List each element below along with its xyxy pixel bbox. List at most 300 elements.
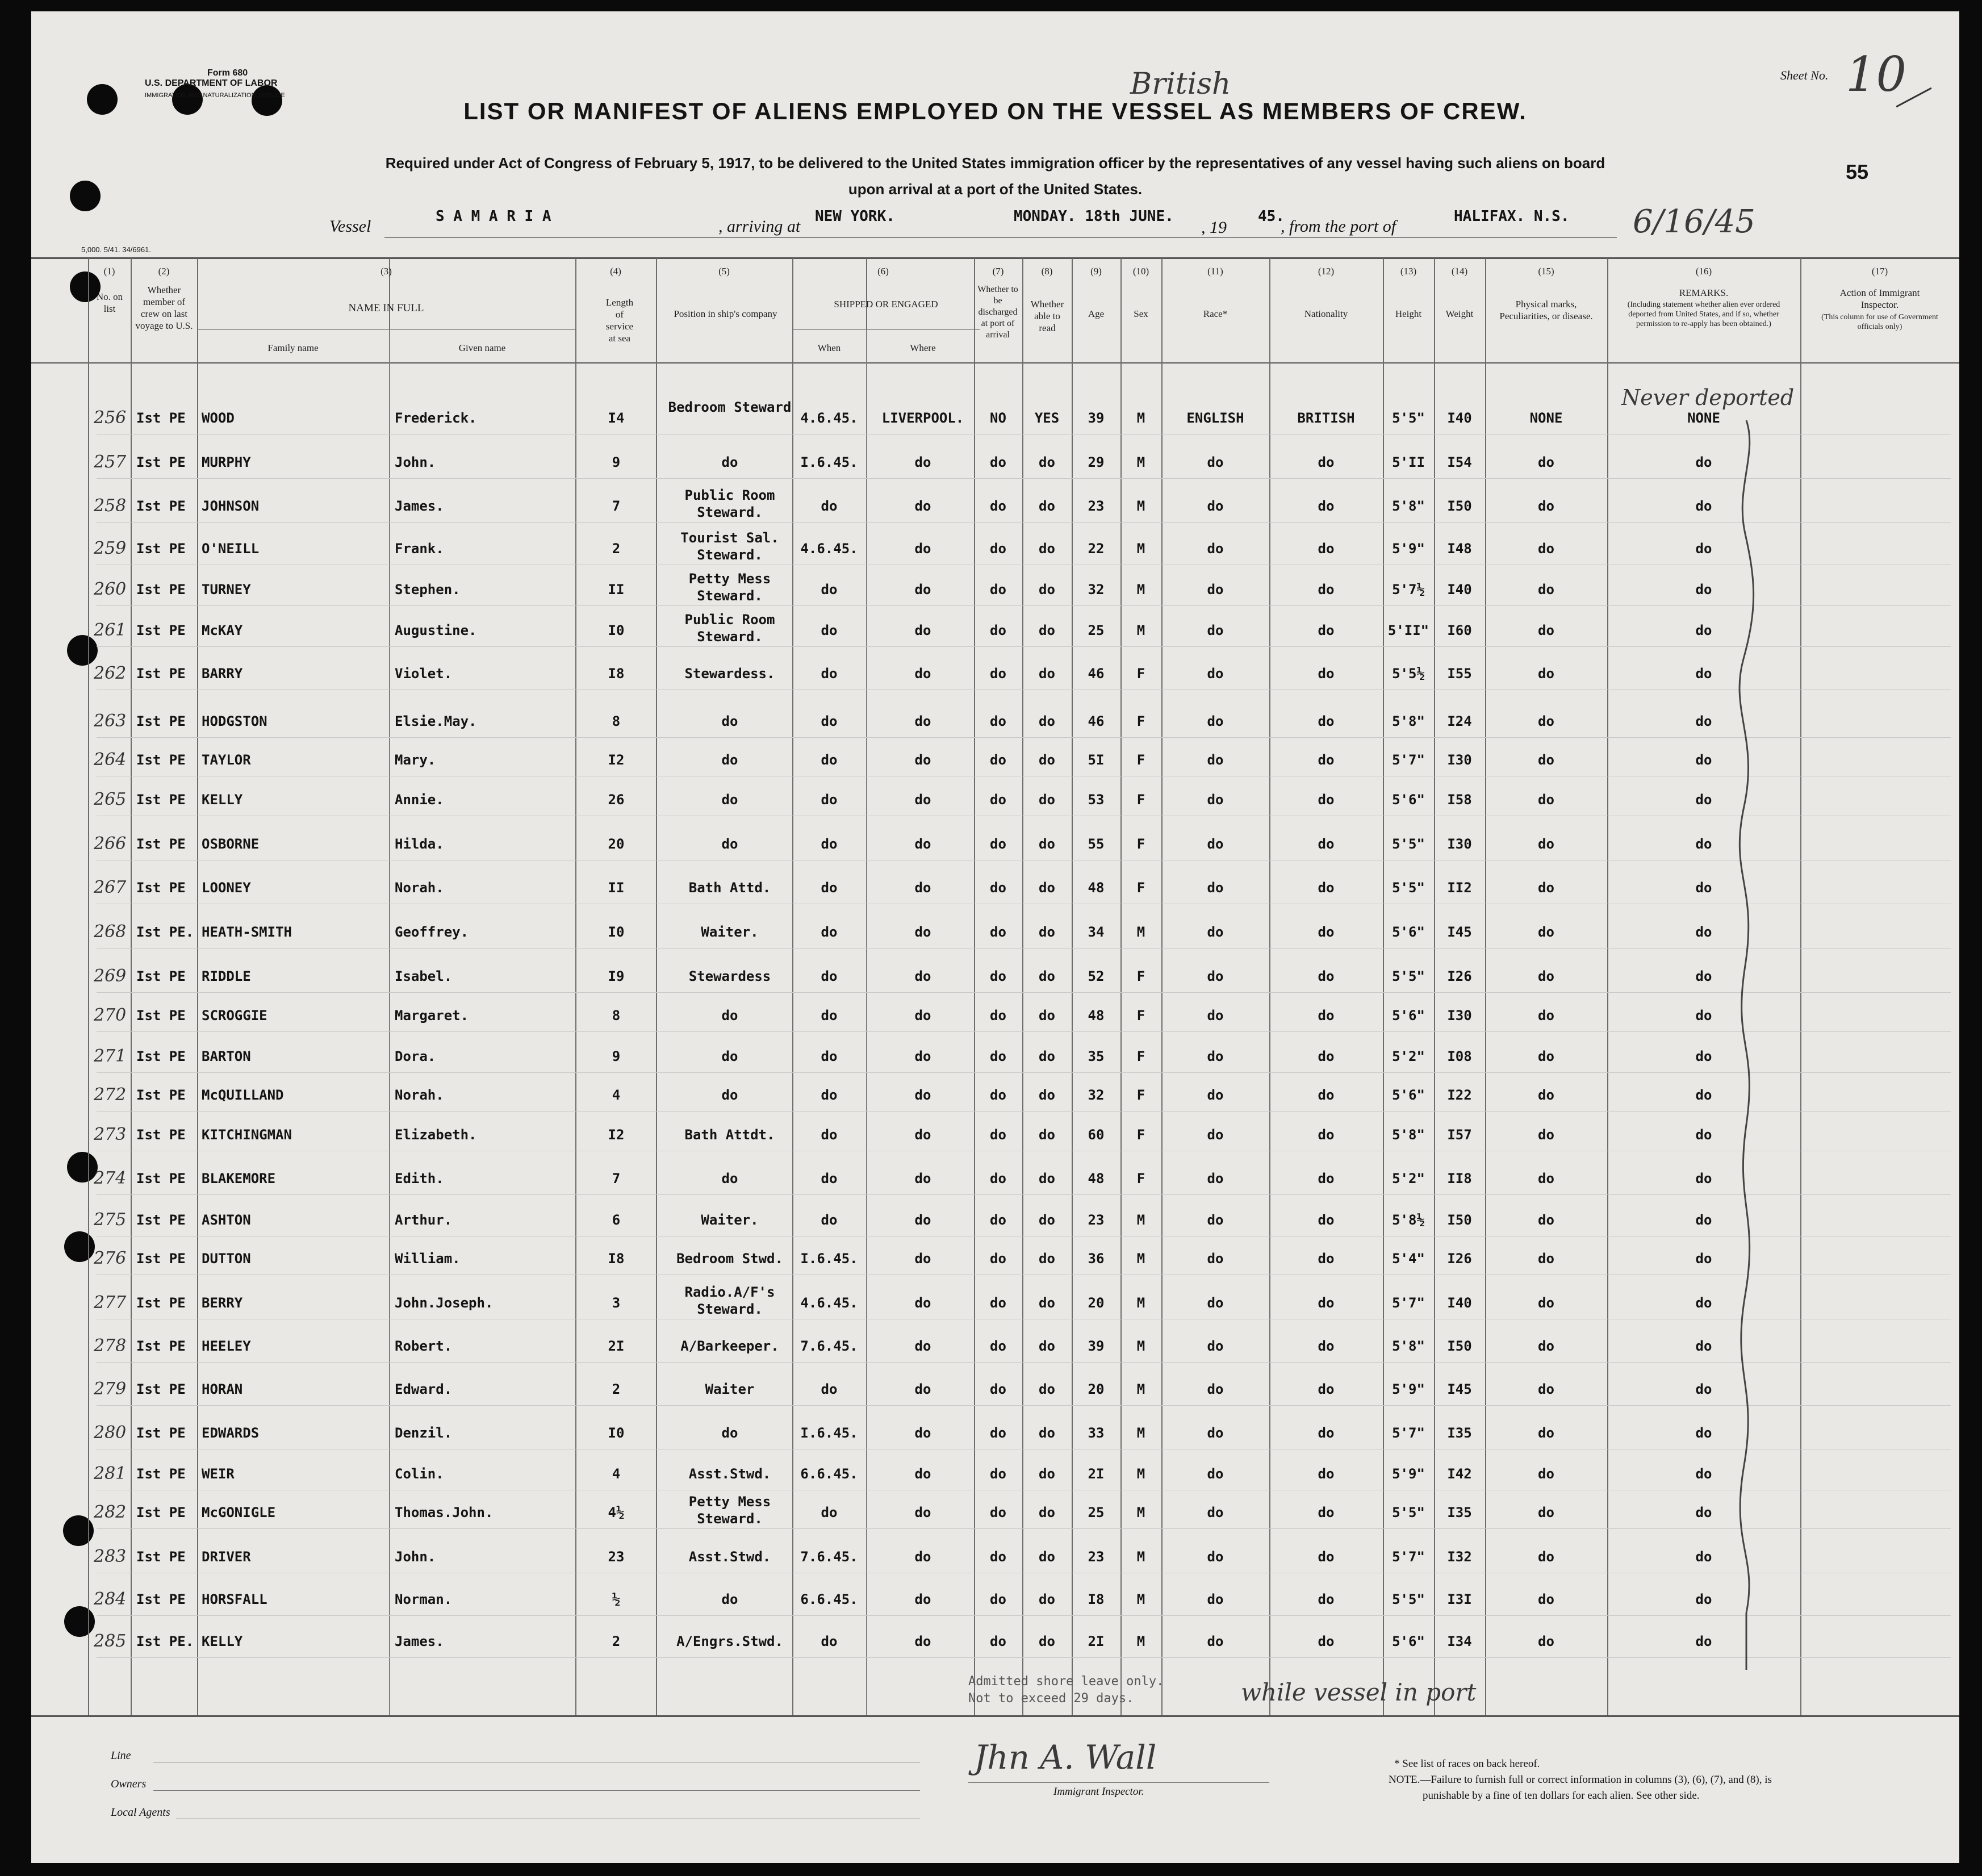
remarks-ditto-line	[1735, 420, 1769, 1676]
physical-marks-cell: do	[1538, 666, 1554, 682]
given-name-cell: John.	[395, 1549, 436, 1565]
family-name-cell: BLAKEMORE	[202, 1171, 276, 1186]
sex-cell: M	[1136, 1633, 1145, 1649]
remarks-cell: do	[1695, 1251, 1712, 1267]
discharged-cell: do	[990, 836, 1006, 852]
row-number-cell: 263	[94, 711, 127, 731]
age-cell: 35	[1088, 1048, 1105, 1064]
remarks-cell: do	[1695, 1425, 1712, 1441]
weight-cell: I26	[1447, 1251, 1472, 1267]
age-cell: 29	[1088, 454, 1105, 470]
family-name-cell: McGONIGLE	[202, 1505, 276, 1520]
position-cell: Bath Attdt.	[684, 1127, 775, 1143]
weight-cell: I48	[1447, 541, 1472, 557]
weight-cell: I40	[1447, 410, 1472, 426]
remarks-cell: do	[1695, 1549, 1712, 1565]
age-cell: 34	[1088, 924, 1105, 940]
nationality-cell: do	[1318, 968, 1335, 984]
position-cell: Bedroom Stwd.	[676, 1251, 783, 1267]
race-cell: do	[1207, 666, 1224, 682]
height-cell: 5'8½	[1392, 1212, 1425, 1228]
given-name-cell: Violet.	[395, 666, 453, 682]
shipped-where-cell: do	[914, 1171, 931, 1186]
table-row	[31, 705, 1959, 739]
family-name-cell: JOHNSON	[202, 498, 260, 514]
given-name-cell: John.Joseph.	[395, 1295, 494, 1311]
family-name-cell: SCROGGIE	[202, 1008, 267, 1023]
nationality-cell: do	[1318, 1505, 1335, 1520]
race-cell: do	[1207, 1466, 1224, 1482]
physical-marks-cell: do	[1538, 836, 1554, 852]
remarks-cell: do	[1695, 1087, 1712, 1103]
discharged-cell: do	[990, 1048, 1006, 1064]
physical-marks-cell: do	[1538, 1381, 1554, 1397]
service-length-cell: 20	[608, 836, 625, 852]
shipped-where-cell: do	[914, 1008, 931, 1023]
service-length-cell: 3	[612, 1295, 621, 1311]
able-to-read-cell: do	[1039, 1466, 1055, 1482]
position-cell: Petty Mess Steward.	[688, 571, 771, 604]
race-cell: do	[1207, 1338, 1224, 1354]
header-remarks: REMARKS.	[1679, 287, 1729, 298]
year-prefix: , 19	[1201, 218, 1227, 237]
table-row	[31, 1583, 1959, 1618]
shipped-where-cell: do	[914, 713, 931, 729]
physical-marks-cell: do	[1538, 1591, 1554, 1607]
physical-marks-cell: do	[1538, 1048, 1554, 1064]
age-cell: I8	[1088, 1591, 1105, 1607]
remarks-cell: do	[1695, 454, 1712, 470]
shipped-where-cell: do	[914, 454, 931, 470]
sex-cell: F	[1136, 1008, 1145, 1023]
crew-status-cell: Ist PE	[136, 1381, 186, 1397]
shipped-where-cell: do	[914, 622, 931, 638]
header-remarks-note: (Including statement whether alien ever ordered deported from United States, and if so, whether permission to re-apply has been obtained.)	[1627, 300, 1780, 328]
header-name-in-full: NAME IN FULL	[348, 302, 424, 314]
race-cell: do	[1207, 1425, 1224, 1441]
age-cell: 32	[1088, 1087, 1105, 1103]
shipped-where-cell: do	[914, 1549, 931, 1565]
vessel-line-underline	[384, 237, 1617, 238]
position-cell: Radio.A/F's Steward.	[684, 1284, 775, 1317]
handwritten-date: 6/16/45	[1633, 203, 1755, 240]
discharged-cell: do	[990, 792, 1006, 808]
weight-cell: I32	[1447, 1549, 1472, 1565]
height-cell: 5'8"	[1392, 1127, 1425, 1143]
shipped-where-cell: do	[914, 924, 931, 940]
able-to-read-cell: do	[1039, 541, 1055, 557]
table-row	[31, 658, 1959, 692]
row-number-cell: 264	[94, 750, 127, 770]
column-number: (13)	[1400, 266, 1417, 277]
nationality-cell: do	[1318, 1591, 1335, 1607]
footer-owners-rule	[153, 1790, 920, 1791]
position-cell: do	[721, 1048, 738, 1064]
family-name-cell: RIDDLE	[202, 968, 251, 984]
shipped-subhead-rule	[792, 329, 980, 330]
nationality-cell: do	[1318, 454, 1335, 470]
height-cell: 5'5"	[1392, 968, 1425, 984]
service-length-cell: II	[608, 880, 625, 896]
race-cell: do	[1207, 1008, 1224, 1023]
header-where: Where	[910, 342, 936, 353]
handwritten-nationality: British	[1130, 67, 1231, 101]
discharged-cell: do	[990, 1212, 1006, 1228]
table-row	[31, 1000, 1959, 1034]
physical-marks-cell: do	[1538, 1505, 1554, 1520]
shipped-where-cell: do	[914, 1048, 931, 1064]
able-to-read-cell: do	[1039, 1425, 1055, 1441]
header-shipped-engaged: SHIPPED OR ENGAGED	[834, 299, 938, 310]
age-cell: 33	[1088, 1425, 1105, 1441]
shipped-where-cell: do	[914, 1251, 931, 1267]
height-cell: 5'5"	[1392, 1505, 1425, 1520]
shipped-when-cell: do	[821, 792, 838, 808]
row-number-cell: 274	[94, 1168, 127, 1188]
able-to-read-cell: do	[1039, 1295, 1055, 1311]
physical-marks-cell: do	[1538, 1251, 1554, 1267]
race-cell: do	[1207, 1212, 1224, 1228]
sex-cell: M	[1136, 454, 1145, 470]
remarks-cell: do	[1695, 792, 1712, 808]
family-name-cell: WOOD	[202, 410, 235, 426]
nationality-cell: do	[1318, 1338, 1335, 1354]
position-cell: Public Room Steward.	[684, 487, 775, 520]
remarks-cell: do	[1695, 582, 1712, 598]
header-race: Race*	[1203, 308, 1228, 319]
table-row	[31, 828, 1959, 862]
header-age: Age	[1088, 308, 1105, 319]
position-cell: do	[721, 713, 738, 729]
sex-cell: M	[1136, 582, 1145, 598]
arriving-label: , arriving at	[718, 217, 801, 236]
row-number-cell: 273	[94, 1125, 127, 1144]
department: U.S. DEPARTMENT OF LABOR	[145, 78, 278, 88]
nationality-cell: do	[1318, 622, 1335, 638]
position-cell: Tourist Sal. Steward.	[680, 530, 779, 563]
height-cell: 5'8"	[1392, 1338, 1425, 1354]
crew-status-cell: Ist PE	[136, 1212, 186, 1228]
service-length-cell: I0	[608, 924, 625, 940]
row-rule	[97, 1615, 1951, 1616]
able-to-read-cell: do	[1039, 924, 1055, 940]
physical-marks-cell: do	[1538, 1549, 1554, 1565]
position-cell: do	[721, 1171, 738, 1186]
shipped-when-cell: do	[821, 713, 838, 729]
row-number-cell: 262	[94, 663, 127, 683]
vessel-name: S A M A R I A	[436, 208, 551, 225]
row-number-cell: 277	[94, 1293, 127, 1313]
sex-cell: F	[1136, 836, 1145, 852]
table-row	[31, 872, 1959, 906]
footer-agents-label: Local Agents	[111, 1806, 170, 1819]
race-cell: do	[1207, 1549, 1224, 1565]
table-row	[31, 784, 1959, 818]
weight-cell: I58	[1447, 792, 1472, 808]
row-number-cell: 266	[94, 834, 127, 854]
table-row	[31, 1119, 1959, 1153]
shipped-when-cell: do	[821, 622, 838, 638]
discharged-cell: do	[990, 454, 1006, 470]
given-name-cell: Arthur.	[395, 1212, 453, 1228]
physical-marks-cell: do	[1538, 713, 1554, 729]
shipped-when-cell: do	[821, 1048, 838, 1064]
crew-status-cell: Ist PE	[136, 410, 186, 426]
race-cell: do	[1207, 1127, 1224, 1143]
crew-status-cell: Ist PE	[136, 541, 186, 557]
nationality-cell: do	[1318, 541, 1335, 557]
given-name-cell: Augustine.	[395, 622, 477, 638]
age-cell: 2I	[1088, 1633, 1105, 1649]
shipped-where-cell: do	[914, 1087, 931, 1103]
shipped-where-cell: do	[914, 752, 931, 768]
family-name-cell: TURNEY	[202, 582, 251, 598]
header-family-name: Family name	[267, 342, 319, 353]
header-length-service: Length of service at sea	[605, 297, 634, 344]
shipped-where-cell: do	[914, 1466, 931, 1482]
service-length-cell: 2I	[608, 1338, 625, 1354]
table-row	[31, 1373, 1959, 1407]
able-to-read-cell: do	[1039, 1591, 1055, 1607]
remarks-cell: do	[1695, 1171, 1712, 1186]
row-rule	[97, 1362, 1951, 1363]
height-cell: 5'5"	[1392, 836, 1425, 852]
physical-marks-cell: do	[1538, 1466, 1554, 1482]
able-to-read-cell: do	[1039, 968, 1055, 984]
shipped-when-cell: 4.6.45.	[800, 1295, 858, 1311]
table-row	[31, 1541, 1959, 1575]
able-to-read-cell: do	[1039, 836, 1055, 852]
given-name-cell: Frank.	[395, 541, 444, 557]
position-cell: do	[721, 1591, 738, 1607]
shipped-when-cell: 6.6.45.	[800, 1591, 858, 1607]
service-length-cell: I8	[608, 666, 625, 682]
sex-cell: F	[1136, 1087, 1145, 1103]
header-weight: Weight	[1445, 308, 1474, 319]
row-number-cell: 278	[94, 1336, 127, 1356]
shipped-when-cell: 4.6.45.	[800, 410, 858, 426]
nationality-cell: do	[1318, 1087, 1335, 1103]
sex-cell: F	[1136, 1127, 1145, 1143]
table-row	[31, 1626, 1959, 1660]
discharged-cell: do	[990, 752, 1006, 768]
physical-marks-cell: do	[1538, 1212, 1554, 1228]
weight-cell: I55	[1447, 666, 1472, 682]
able-to-read-cell: do	[1039, 498, 1055, 514]
family-name-cell: BARTON	[202, 1048, 251, 1064]
crew-status-cell: Ist PE	[136, 1466, 186, 1482]
physical-marks-cell: NONE	[1529, 410, 1563, 426]
crew-status-cell: Ist PE	[136, 1591, 186, 1607]
discharged-cell: do	[990, 1087, 1006, 1103]
weight-cell: I35	[1447, 1425, 1472, 1441]
row-rule	[97, 737, 1951, 738]
given-name-cell: Norman.	[395, 1591, 453, 1607]
position-cell: do	[721, 1425, 738, 1441]
nationality-cell: do	[1318, 1381, 1335, 1397]
nationality-cell: do	[1318, 1295, 1335, 1311]
shipped-when-cell: do	[821, 1008, 838, 1023]
weight-cell: I30	[1447, 752, 1472, 768]
given-name-cell: Denzil.	[395, 1425, 453, 1441]
shipped-when-cell: do	[821, 1087, 838, 1103]
sex-cell: M	[1136, 1466, 1145, 1482]
race-cell: do	[1207, 541, 1224, 557]
family-name-cell: KITCHINGMAN	[202, 1127, 292, 1143]
service-length-cell: 2	[612, 541, 621, 557]
remarks-cell: do	[1695, 1127, 1712, 1143]
nationality-cell: do	[1318, 1633, 1335, 1649]
service-length-cell: I2	[608, 752, 625, 768]
height-cell: 5'7"	[1392, 1295, 1425, 1311]
column-number: (5)	[718, 266, 730, 277]
age-cell: 23	[1088, 1549, 1105, 1565]
table-row	[31, 1330, 1959, 1364]
family-name-cell: OSBORNE	[202, 836, 260, 852]
header-inspector-action: Action of Immigrant Inspector.	[1839, 287, 1920, 310]
header-given-name: Given name	[458, 342, 506, 353]
given-name-cell: William.	[395, 1251, 461, 1267]
header-position: Position in ship's company	[674, 308, 777, 319]
shipped-where-cell: do	[914, 1633, 931, 1649]
nationality-cell: do	[1318, 1251, 1335, 1267]
remarks-cell: do	[1695, 713, 1712, 729]
row-rule	[97, 1528, 1951, 1529]
nationality-cell: BRITISH	[1297, 410, 1355, 426]
sex-cell: M	[1136, 541, 1145, 557]
row-number-cell: 275	[94, 1210, 127, 1230]
nationality-cell: do	[1318, 792, 1335, 808]
nationality-cell: do	[1318, 1171, 1335, 1186]
age-cell: 60	[1088, 1127, 1105, 1143]
shipped-where-cell: do	[914, 498, 931, 514]
weight-cell: I30	[1447, 836, 1472, 852]
row-rule	[97, 948, 1951, 949]
sex-cell: M	[1136, 1338, 1145, 1354]
sex-cell: F	[1136, 1048, 1145, 1064]
height-cell: 5'7½	[1392, 582, 1425, 598]
discharged-cell: do	[990, 582, 1006, 598]
row-number-cell: 285	[94, 1631, 127, 1651]
row-number-cell: 283	[94, 1547, 127, 1566]
able-to-read-cell: do	[1039, 1008, 1055, 1023]
family-name-cell: HEELEY	[202, 1338, 251, 1354]
discharged-cell: do	[990, 1127, 1006, 1143]
position-cell: do	[721, 752, 738, 768]
discharged-cell: do	[990, 1251, 1006, 1267]
table-row	[31, 1079, 1959, 1113]
physical-marks-cell: do	[1538, 622, 1554, 638]
header-crew-last-voyage: Whether member of crew on last voyage to U.S.	[135, 285, 193, 331]
race-cell: do	[1207, 792, 1224, 808]
family-name-cell: McKAY	[202, 622, 243, 638]
age-cell: 55	[1088, 836, 1105, 852]
discharged-cell: do	[990, 1295, 1006, 1311]
height-cell: 5'5"	[1392, 880, 1425, 896]
discharged-cell: do	[990, 1171, 1006, 1186]
height-cell: 5'6"	[1392, 1008, 1425, 1023]
table-row	[31, 1284, 1959, 1321]
nationality-cell: do	[1318, 1127, 1335, 1143]
given-name-cell: John.	[395, 454, 436, 470]
weight-cell: I30	[1447, 1008, 1472, 1023]
weight-cell: II2	[1447, 880, 1472, 896]
weight-cell: I22	[1447, 1087, 1472, 1103]
position-cell: do	[721, 454, 738, 470]
sex-cell: M	[1136, 1212, 1145, 1228]
age-cell: 52	[1088, 968, 1105, 984]
row-number-cell: 260	[94, 579, 127, 599]
shipped-where-cell: do	[914, 1295, 931, 1311]
weight-cell: I60	[1447, 622, 1472, 638]
row-rule	[97, 605, 1951, 606]
sheet-label: Sheet No.	[1780, 68, 1829, 82]
service-length-cell: 4	[612, 1087, 621, 1103]
table-row	[31, 1494, 1959, 1531]
shipped-when-cell: do	[821, 836, 838, 852]
discharged-cell: do	[990, 666, 1006, 682]
discharged-cell: do	[990, 1381, 1006, 1397]
family-name-cell: HORSFALL	[202, 1591, 267, 1607]
row-number-cell: 270	[94, 1005, 127, 1025]
print-code: 5,000. 5/41. 34/6961.	[81, 245, 151, 254]
crew-status-cell: Ist PE	[136, 1425, 186, 1441]
service-length-cell: 23	[608, 1549, 625, 1565]
physical-marks-cell: do	[1538, 968, 1554, 984]
service-length-cell: 2	[612, 1381, 621, 1397]
form-number: Form 680	[207, 68, 248, 78]
vessel-label: Vessel	[329, 217, 371, 236]
shipped-when-cell: do	[821, 1171, 838, 1186]
service-length-cell: I2	[608, 1127, 625, 1143]
crew-status-cell: Ist PE	[136, 1127, 186, 1143]
weight-cell: I3I	[1447, 1591, 1472, 1607]
able-to-read-cell: do	[1039, 1212, 1055, 1228]
discharged-cell: do	[990, 924, 1006, 940]
remarks-cell: do	[1695, 880, 1712, 896]
shipped-where-cell: LIVERPOOL.	[881, 410, 964, 426]
able-to-read-cell: do	[1039, 1251, 1055, 1267]
height-cell: 5'2"	[1392, 1048, 1425, 1064]
physical-marks-cell: do	[1538, 454, 1554, 470]
service-name: IMMIGRATION AND NATURALIZATION SERVICE	[145, 92, 285, 99]
given-name-cell: Isabel.	[395, 968, 453, 984]
table-row	[31, 744, 1959, 778]
crew-status-cell: Ist PE	[136, 1048, 186, 1064]
race-cell: do	[1207, 713, 1224, 729]
physical-marks-cell: do	[1538, 1295, 1554, 1311]
nationality-cell: do	[1318, 1425, 1335, 1441]
able-to-read-cell: do	[1039, 1549, 1055, 1565]
requirement-line-2: upon arrival at a port of the United States.	[848, 181, 1143, 198]
crew-status-cell: Ist PE	[136, 836, 186, 852]
crew-status-cell: Ist PE	[136, 498, 186, 514]
family-name-cell: TAYLOR	[202, 752, 251, 768]
column-number: (3)	[380, 266, 392, 277]
header-nationality: Nationality	[1304, 308, 1348, 319]
given-name-cell: James.	[395, 498, 444, 514]
crew-status-cell: Ist PE	[136, 1505, 186, 1520]
crew-status-cell: Ist PE	[136, 582, 186, 598]
given-name-cell: Annie.	[395, 792, 444, 808]
weight-cell: I45	[1447, 924, 1472, 940]
row-number-cell: 276	[94, 1248, 127, 1268]
position-cell: Asst.Stwd.	[688, 1549, 771, 1565]
sex-cell: M	[1136, 1251, 1145, 1267]
given-name-cell: Colin.	[395, 1466, 444, 1482]
remarks-cell: do	[1695, 498, 1712, 514]
given-name-cell: Elizabeth.	[395, 1127, 477, 1143]
